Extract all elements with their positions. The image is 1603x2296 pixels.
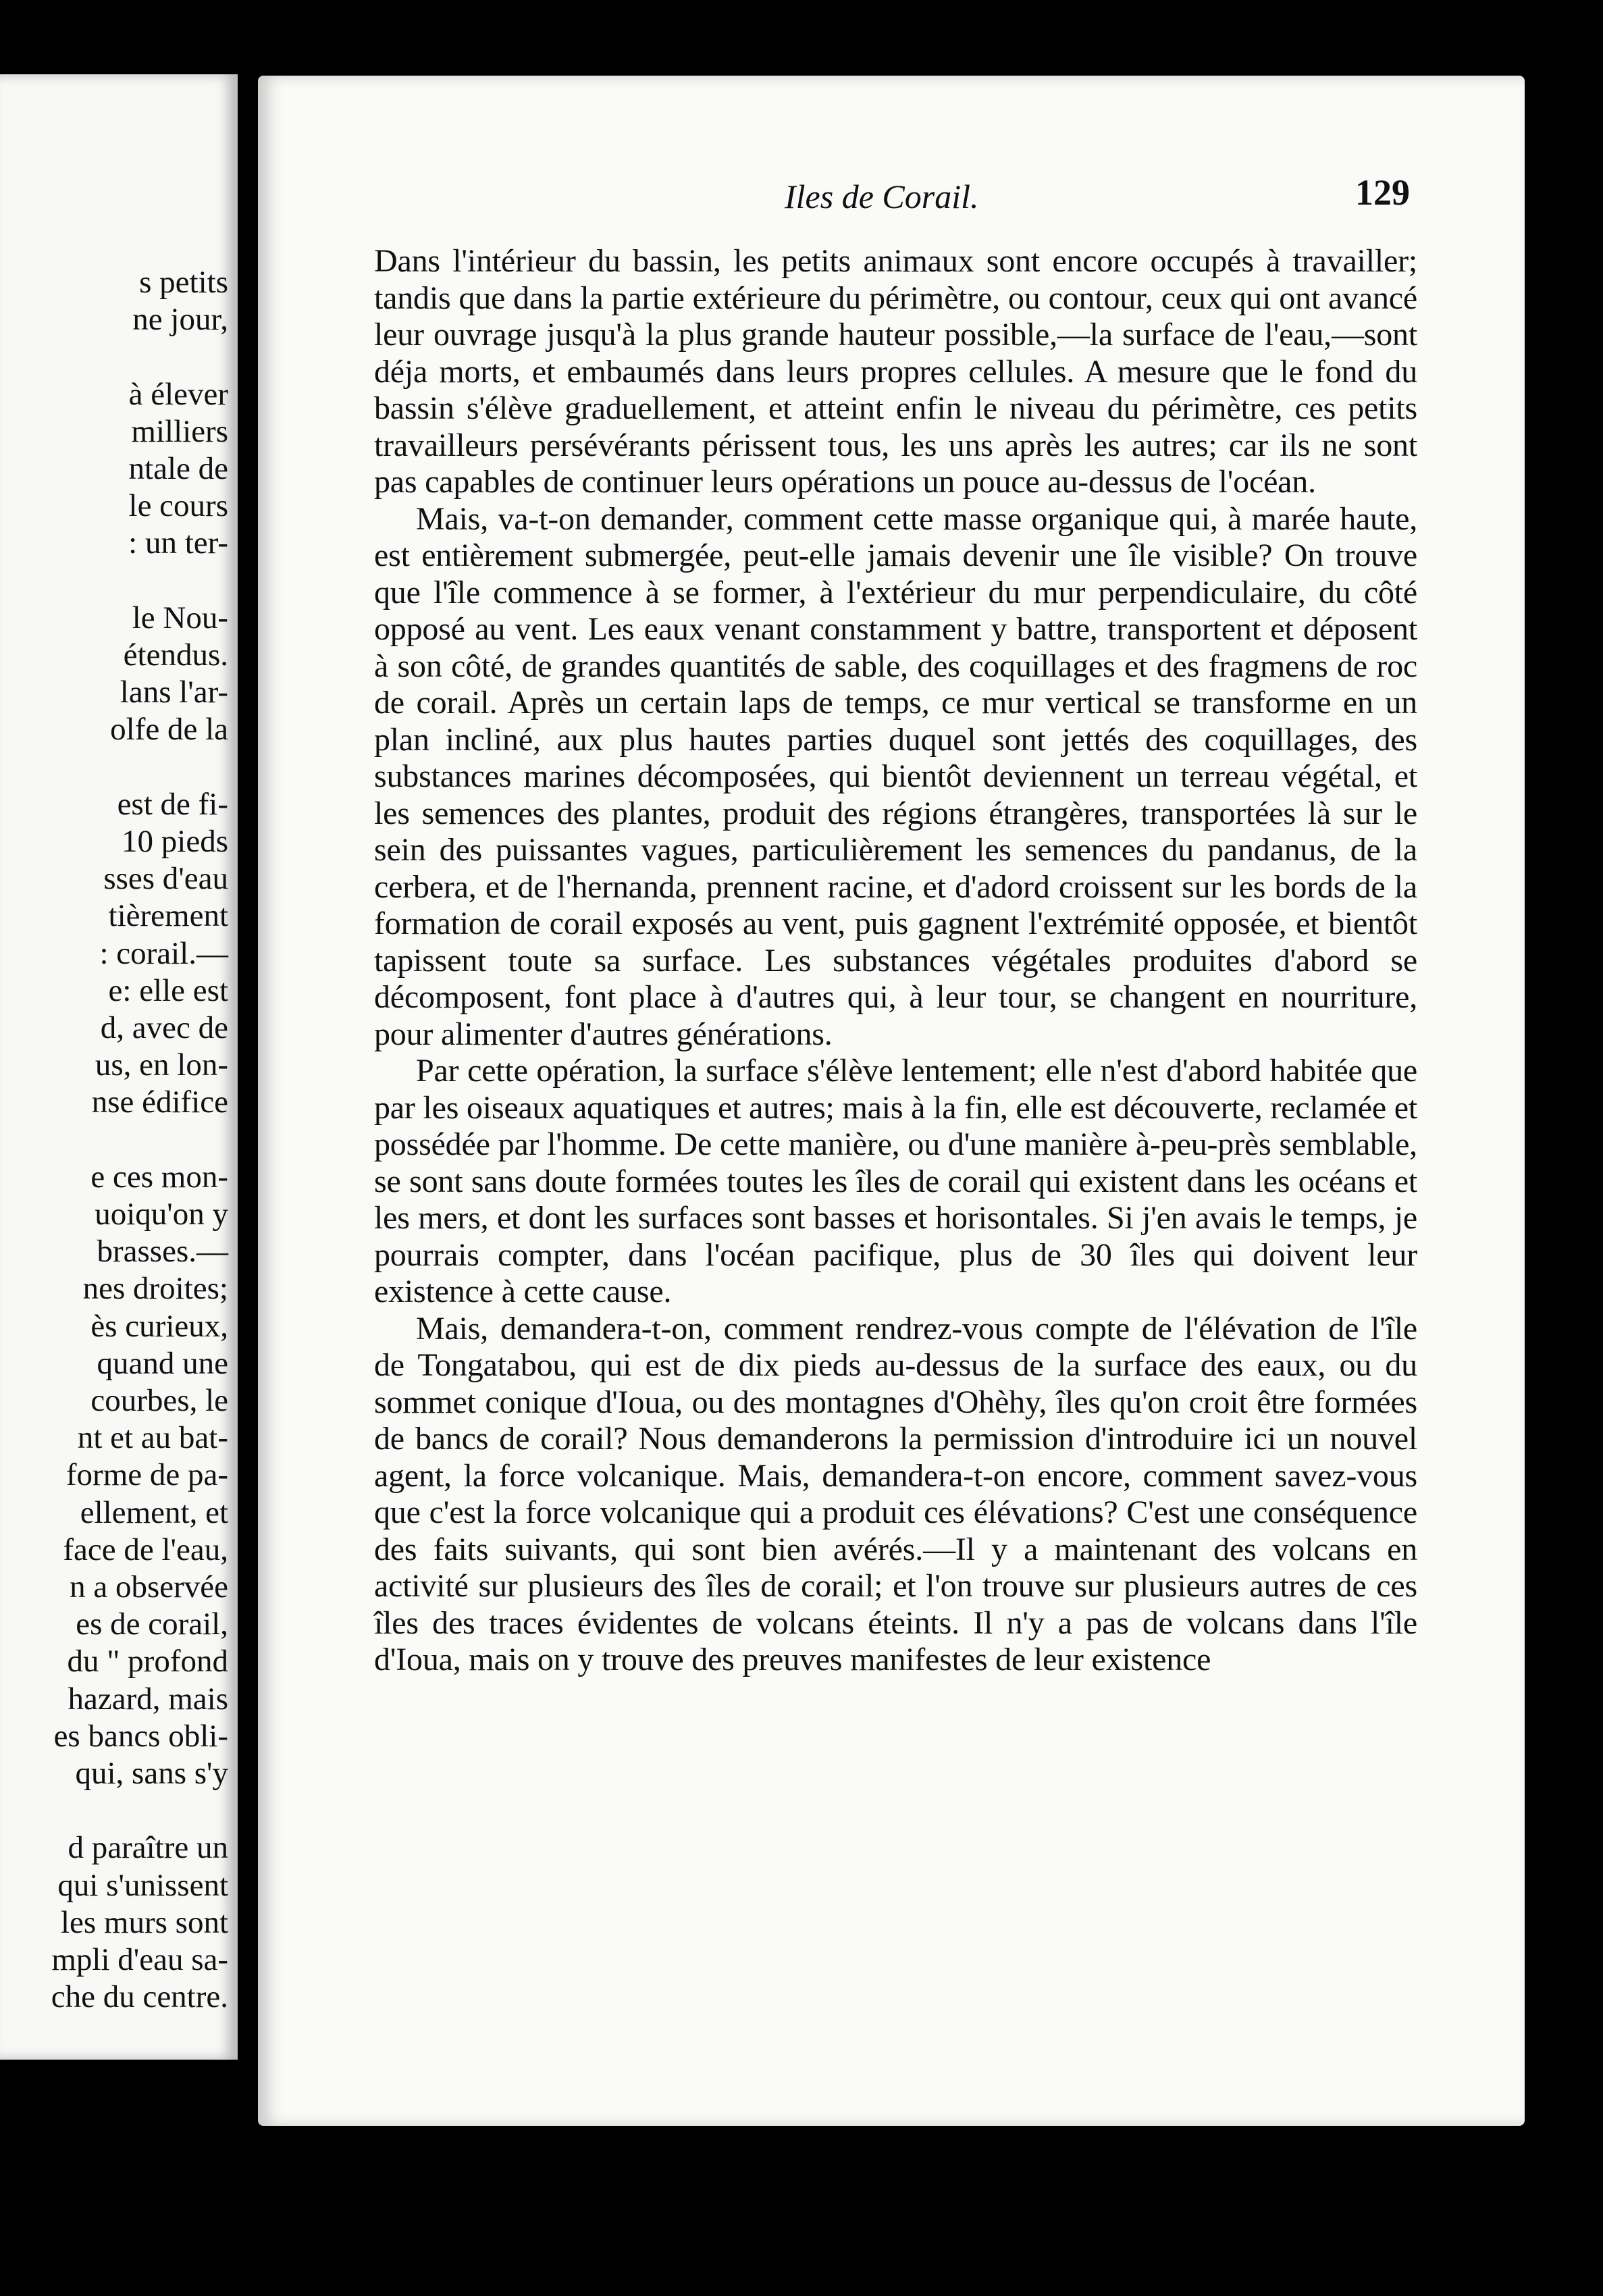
facing-page-line: mpli d'eau sa-	[51, 1942, 228, 1977]
facing-page-line: à élever	[128, 376, 228, 412]
book-page	[258, 76, 1525, 2126]
facing-page-line: sses d'eau	[103, 861, 228, 897]
facing-page-line: n a observée	[70, 1569, 228, 1604]
facing-page-line: : un ter-	[128, 525, 228, 561]
facing-page-line: face de l'eau,	[63, 1532, 228, 1567]
facing-page-line: 10 pieds	[122, 824, 228, 859]
facing-page-line: tièrement	[108, 898, 228, 934]
facing-page-line: milliers	[131, 413, 228, 449]
page-number: 129	[1355, 172, 1410, 213]
facing-page-line: nt et au bat-	[77, 1420, 228, 1456]
facing-page-line: ne jour,	[132, 302, 228, 338]
facing-page-line: lans l'ar-	[120, 675, 228, 710]
facing-page-line: brasses.—	[97, 1234, 228, 1270]
facing-page-line: nes droites;	[82, 1271, 228, 1307]
facing-page-line: ellement, et	[80, 1494, 228, 1530]
facing-page-line: le cours	[128, 488, 228, 524]
facing-page-line: che du centre.	[51, 1979, 228, 2015]
facing-page-line: d paraître un	[68, 1830, 228, 1866]
facing-page-line: est de fi-	[117, 786, 228, 822]
facing-page-line: hazard, mais	[68, 1681, 228, 1717]
facing-page-line: forme de pa-	[65, 1457, 228, 1493]
facing-page-line: e: elle est	[108, 972, 228, 1008]
paragraph: Mais, va-t-on demander, comment cette masse organique qui, à marée haute, est entièrement submergée, peut-elle jamais devenir une île visible? On trouve que l'île commence à se former, à l'extérieur du mur perpendiculaire, du côté opposé au vent. Les eaux venant constamment y battre, transportent et déposent à son côté, de grandes quantités de sable, des coquillages et des fragmens de roc de corail. Après un certain laps de temps, ce mur vertical se transforme en un plan incliné, aux plus hautes parties duquel sont jettés des coquillages, des substances marines décomposées, qui bientôt deviennent un terreau végétal, et les semences des plantes, produit des régions étrangères, transportées là sur le sein des puissantes vagues, particulièrement les semences du pandanus, de la cerbera, et de l'hernanda, prennent racine, et d'adord croissent sur les bords de la formation de corail exposés au vent, puis gagnent l'extrémité opposée, et bientôt tapissent toute sa surface. Les substances végétales produites d'abord se décomposent, font place à d'autres qui, à leur tour, se changent en nourriture, pour alimenter d'autres générations.	[374, 500, 1417, 1052]
facing-page-line: : corail.—	[99, 935, 228, 971]
facing-page-fragment	[0, 74, 242, 2060]
facing-page-line: qui s'unissent	[57, 1867, 228, 1903]
body-text	[374, 243, 1417, 1679]
facing-page-line: nse édifice	[91, 1085, 228, 1120]
facing-page-line: le Nou-	[132, 600, 228, 635]
facing-page-line: e ces mon-	[90, 1159, 228, 1195]
facing-page-line: ès curieux,	[90, 1308, 228, 1344]
facing-page-line: s petits	[139, 265, 228, 300]
facing-page-line: courbes, le	[90, 1383, 228, 1418]
facing-page-line: d, avec de	[100, 1010, 228, 1045]
facing-page-line: olfe de la	[110, 712, 228, 748]
paragraph: Dans l'intérieur du bassin, les petits animaux sont encore occupés à travailler; tandis que dans la partie extérieure du périmètre, ou contour, ceux qui ont avancé leur ouvrage jusqu'à la plus grande hauteur possible,—la surface de l'eau,—sont déja morts, et embaumés dans leurs propres cellules. A mesure que le fond du bassin s'élève graduellement, et atteint enfin le niveau du périmètre, ces petits travailleurs persévérants périssent tous, les uns après les autres; car ils ne sont pas capables de continuer leurs opérations un pouce au-dessus de l'océan.	[374, 243, 1417, 500]
running-head: Iles de Corail.	[785, 178, 979, 215]
paragraph: Par cette opération, la surface s'élève lentement; elle n'est d'abord habitée que par les oiseaux aquatiques et autres; mais à la fin, elle est découverte, reclamée et possédée par l'homme. De cette manière, ou d'une manière à-peu-près semblable, se sont sans doute formées toutes les îles de corail qui existent dans les océans et les mers, et dont les surfaces sont basses et horisontales. Si j'en avais le temps, je pourrais compter, dans l'océan pacifique, plus de 30 îles qui doivent leur existence à cette cause.	[374, 1053, 1417, 1309]
facing-page-line: uoiqu'on y	[95, 1197, 228, 1232]
facing-page-line: es de corail,	[76, 1607, 228, 1642]
facing-page-line: us, en lon-	[95, 1047, 228, 1083]
facing-page-line: es bancs obli-	[53, 1718, 228, 1754]
facing-page-line: étendus.	[123, 637, 228, 673]
facing-page-line: du " profond	[67, 1644, 228, 1679]
paragraph: Mais, demandera-t-on, comment rendrez-vous compte de l'élévation de l'île de Tongatabou, qui est de dix pieds au-dessus de la surface des eaux, ou du sommet conique d'Ioua, ou des montagnes d'Ohèhy, îles qu'on croit être formées de bancs de corail? Nous demanderons la permission d'introduire ici un nouvel agent, la force volcanique. Mais, demandera-t-on encore, comment savez-vous que c'est la force volcanique qui a produit ces élévations? C'est une conséquence des faits suivants, qui sont bien avérés.—Il y a maintenant des volcans en activité sur plusieurs des îles de corail; et l'on trouve sur plusieurs autres de ces îles des traces évidentes de volcans éteints. Il n'y a pas de volcans dans l'île d'Ioua, mais on y trouve des preuves manifestes de leur existence	[374, 1310, 1417, 1677]
facing-page-line: qui, sans s'y	[75, 1756, 228, 1791]
gutter	[238, 0, 258, 2296]
facing-page-line: les murs sont	[60, 1904, 228, 1940]
facing-page-line: quand une	[97, 1345, 228, 1381]
facing-page-line: ntale de	[128, 451, 228, 486]
